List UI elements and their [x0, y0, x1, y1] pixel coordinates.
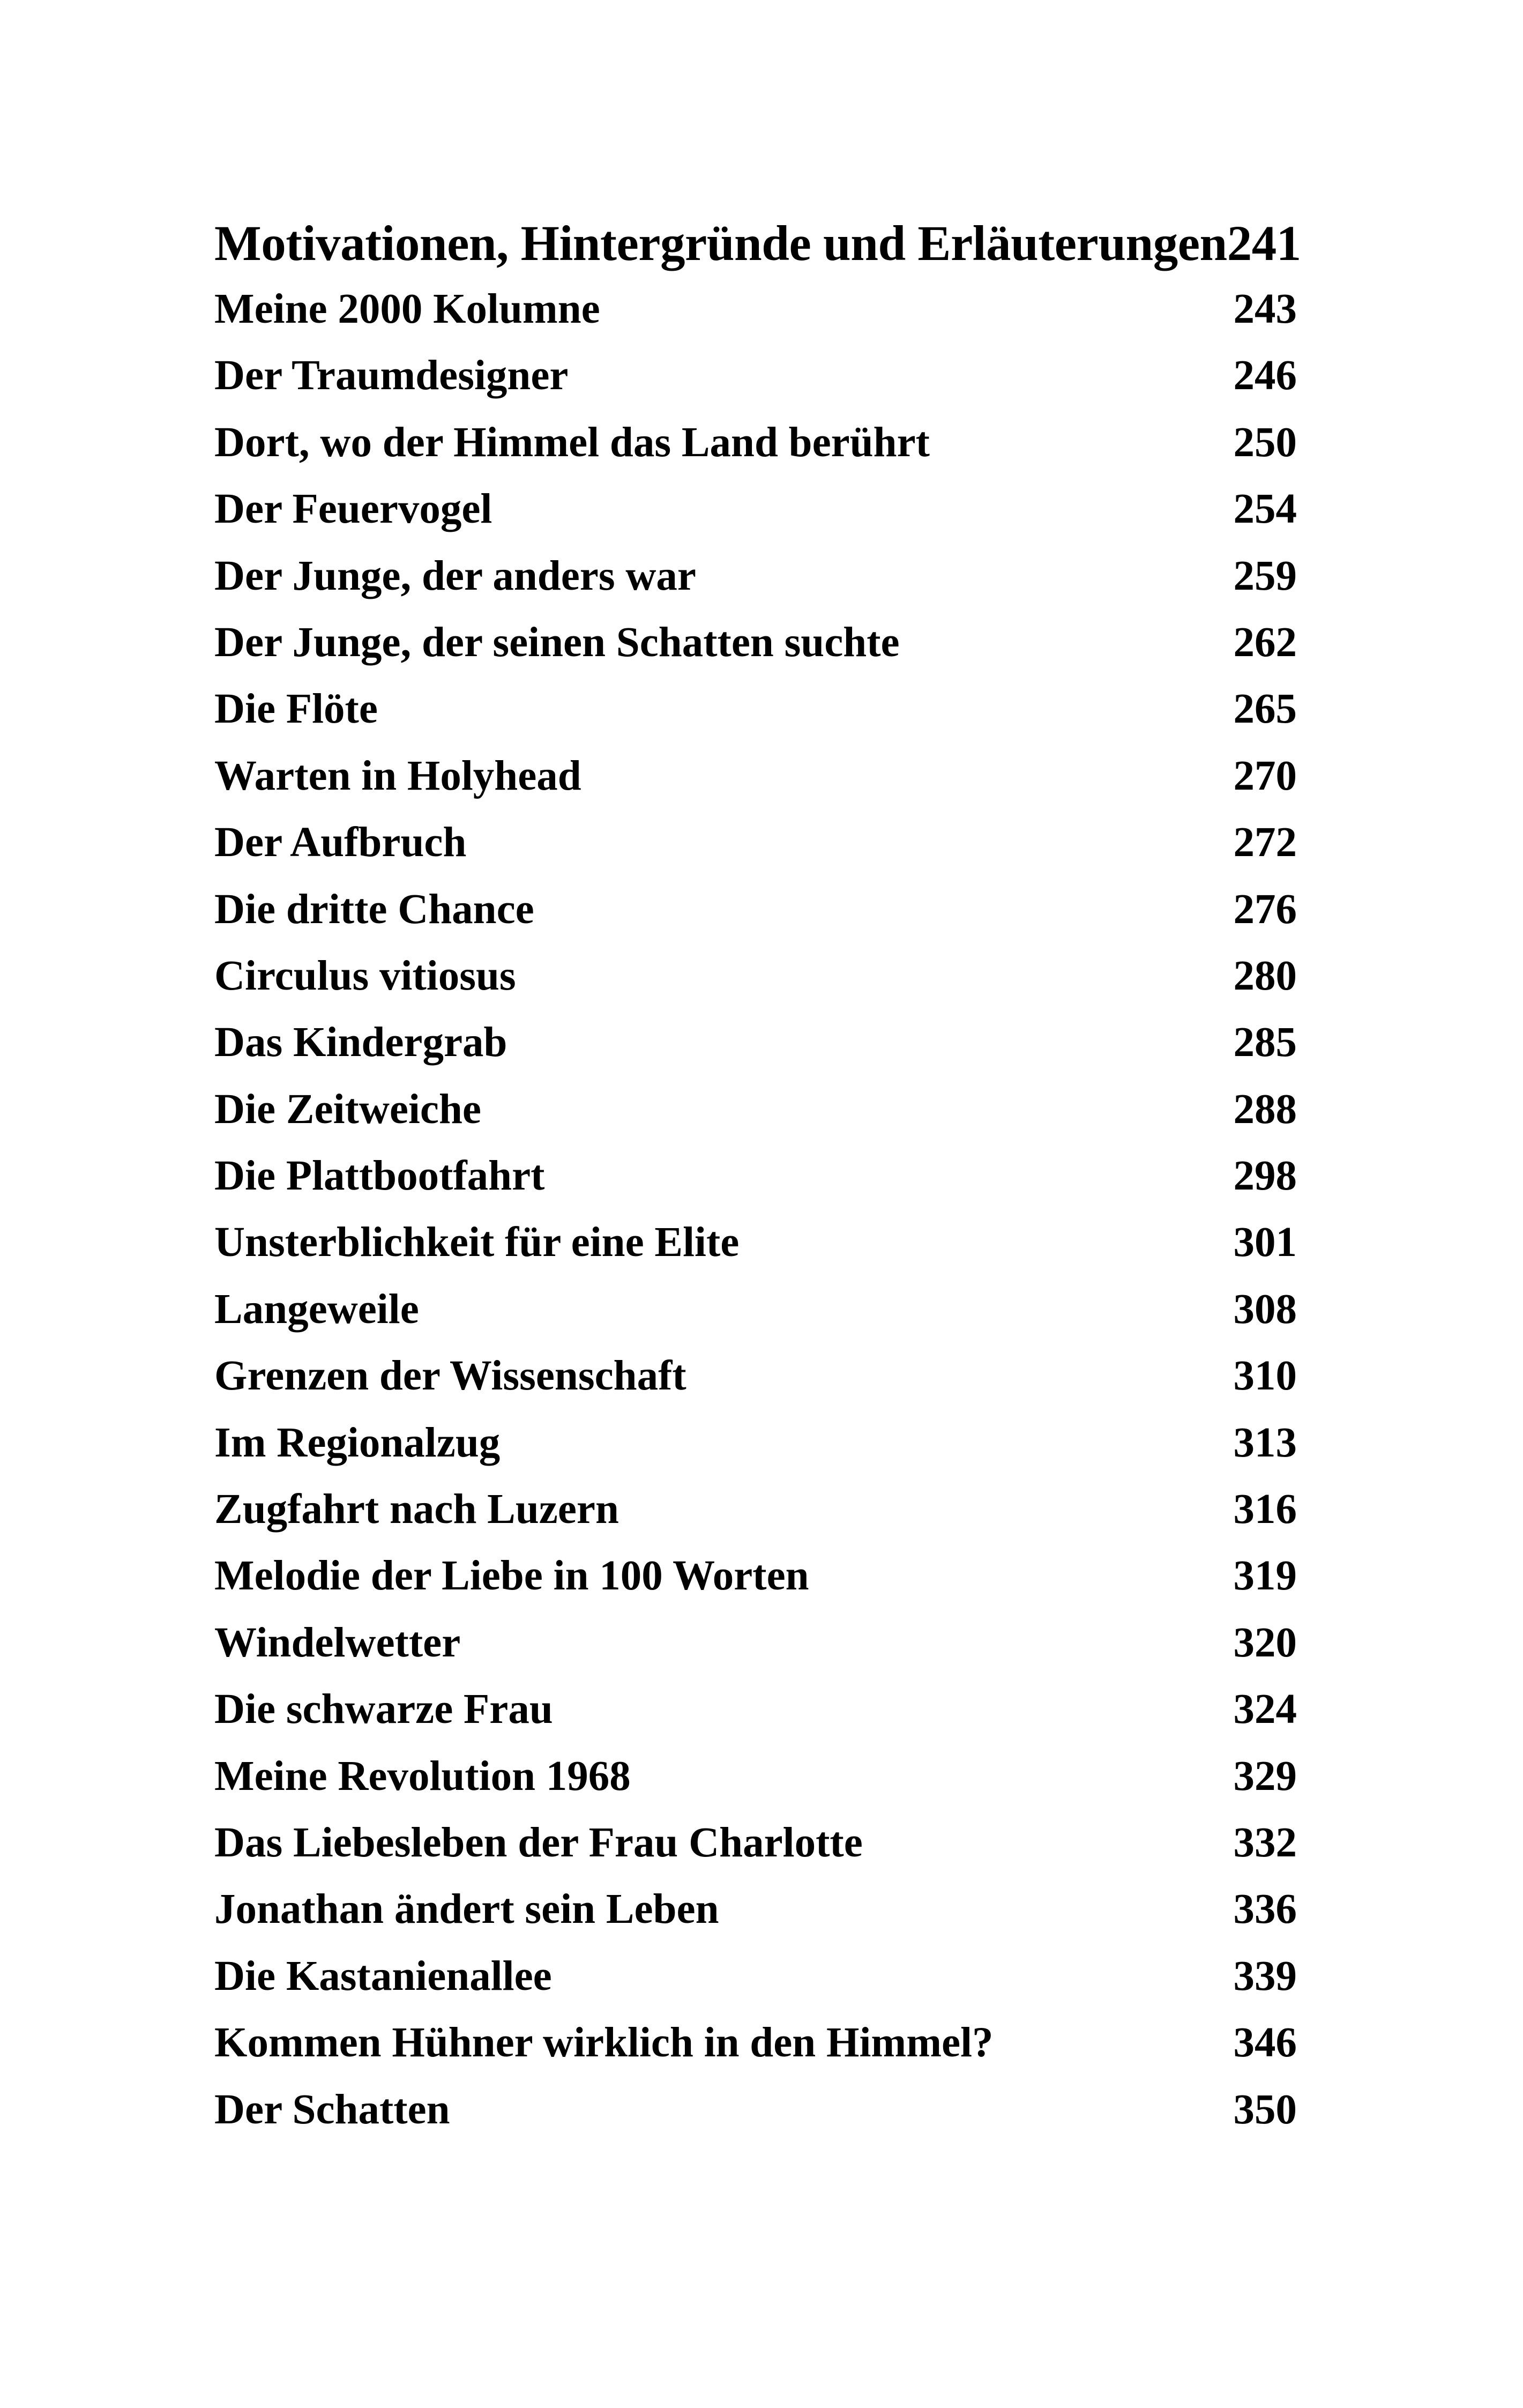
toc-entry-title: Melodie der Liebe in 100 Worten — [214, 1552, 809, 1600]
toc-entry — [214, 1410, 1297, 1476]
toc-entry-page: 336 — [1233, 1886, 1297, 1933]
toc-entry-title: Der Feuervogel — [214, 486, 492, 533]
toc-entry — [214, 1876, 1297, 1943]
toc-entry — [214, 610, 1297, 676]
toc-entry-title: Der Traumdesigner — [214, 352, 569, 399]
toc-entry-title: Die Flöte — [214, 686, 378, 733]
toc-entry — [214, 476, 1297, 542]
toc-entry-title: Meine Revolution 1968 — [214, 1752, 631, 1800]
toc-entry-title: Der Aufbruch — [214, 819, 467, 866]
toc-heading-title: Motivationen, Hintergründe und Erläuterungen — [214, 216, 1227, 271]
toc-entry — [214, 343, 1297, 409]
toc-entry-page: 288 — [1233, 1086, 1297, 1133]
toc-section-heading — [214, 212, 1301, 276]
toc-entry — [214, 1209, 1297, 1276]
toc-entry — [214, 543, 1297, 610]
toc-entry — [214, 1743, 1297, 1810]
toc-entry-title: Die Zeitweiche — [214, 1086, 481, 1133]
toc-entry-title: Kommen Hühner wirklich in den Himmel? — [214, 2019, 994, 2067]
toc-entry-page: 246 — [1233, 352, 1297, 399]
toc-entry-title: Zugfahrt nach Luzern — [214, 1486, 619, 1533]
toc-entry-title: Der Schatten — [214, 2086, 450, 2133]
toc-entry — [214, 2077, 1297, 2143]
toc-entry-title: Warten in Holyhead — [214, 752, 581, 799]
toc-entry-title: Das Kindergrab — [214, 1019, 507, 1066]
toc-entry-page: 316 — [1233, 1486, 1297, 1533]
toc-entry — [214, 809, 1297, 876]
toc-entry-page: 276 — [1233, 886, 1297, 933]
toc-entry-page: 262 — [1233, 619, 1297, 666]
toc-entry — [214, 1276, 1297, 1343]
toc-entry-page: 298 — [1233, 1153, 1297, 1200]
toc-entry-title: Das Liebesleben der Frau Charlotte — [214, 1819, 863, 1866]
toc-entry-page: 259 — [1233, 552, 1297, 599]
toc-entry-title: Der Junge, der anders war — [214, 552, 696, 599]
toc-entry-page: 324 — [1233, 1686, 1297, 1733]
toc-entry — [214, 1076, 1297, 1143]
toc-entry — [214, 1676, 1297, 1743]
toc-entry-page: 280 — [1233, 952, 1297, 999]
toc-entry-title: Im Regionalzug — [214, 1419, 501, 1466]
toc-entry-title: Die Kastanienallee — [214, 1952, 552, 2000]
toc-entry-title: Windelwetter — [214, 1619, 461, 1666]
toc-entry-title: Jonathan ändert sein Leben — [214, 1886, 719, 1933]
toc-entries-list — [214, 276, 1297, 2143]
toc-entry-page: 285 — [1233, 1019, 1297, 1066]
toc-entry-page: 332 — [1233, 1819, 1297, 1866]
toc-entry — [214, 276, 1297, 343]
toc-entry-title: Der Junge, der seinen Schatten suchte — [214, 619, 900, 666]
toc-entry-title: Dort, wo der Himmel das Land berührt — [214, 419, 930, 466]
toc-entry — [214, 410, 1297, 476]
toc-entry-page: 313 — [1233, 1419, 1297, 1466]
toc-entry-title: Unsterblichkeit für eine Elite — [214, 1219, 740, 1266]
toc-entry — [214, 676, 1297, 742]
toc-entry — [214, 1009, 1297, 1076]
toc-entry-page: 265 — [1233, 686, 1297, 733]
toc-entry — [214, 743, 1297, 809]
toc-entry-title: Grenzen der Wissenschaft — [214, 1352, 686, 1400]
toc-entry — [214, 1343, 1297, 1409]
toc-entry-page: 272 — [1233, 819, 1297, 866]
toc-entry-page: 254 — [1233, 486, 1297, 533]
toc-entry-page: 329 — [1233, 1752, 1297, 1800]
toc-entry-page: 320 — [1233, 1619, 1297, 1666]
toc-entry-page: 339 — [1233, 1952, 1297, 2000]
toc-entry — [214, 1810, 1297, 1876]
toc-entry — [214, 1476, 1297, 1543]
toc-entry-page: 243 — [1233, 286, 1297, 332]
toc-entry — [214, 1943, 1297, 2010]
toc-entry — [214, 1143, 1297, 1209]
toc-entry-title: Langeweile — [214, 1285, 419, 1333]
toc-entry — [214, 876, 1297, 943]
toc-entry-page: 350 — [1233, 2086, 1297, 2133]
toc-entry-page: 301 — [1233, 1219, 1297, 1266]
toc-entry-page: 270 — [1233, 752, 1297, 799]
toc-entry-title: Die schwarze Frau — [214, 1686, 553, 1733]
toc-entry-page: 308 — [1233, 1285, 1297, 1333]
toc-heading-page: 241 — [1227, 216, 1301, 271]
toc-entry — [214, 1610, 1297, 1676]
table-of-contents — [214, 212, 1301, 2143]
toc-entry-page: 250 — [1233, 419, 1297, 466]
toc-entry-page: 310 — [1233, 1352, 1297, 1400]
toc-entry-title: Die dritte Chance — [214, 886, 534, 933]
toc-entry-page: 319 — [1233, 1552, 1297, 1600]
toc-entry — [214, 943, 1297, 1009]
toc-entry-title: Circulus vitiosus — [214, 952, 516, 999]
toc-entry — [214, 1543, 1297, 1609]
toc-entry-page: 346 — [1233, 2019, 1297, 2067]
toc-entry-title: Meine 2000 Kolumne — [214, 286, 600, 332]
toc-entry-title: Die Plattbootfahrt — [214, 1153, 545, 1200]
toc-entry — [214, 2010, 1297, 2076]
